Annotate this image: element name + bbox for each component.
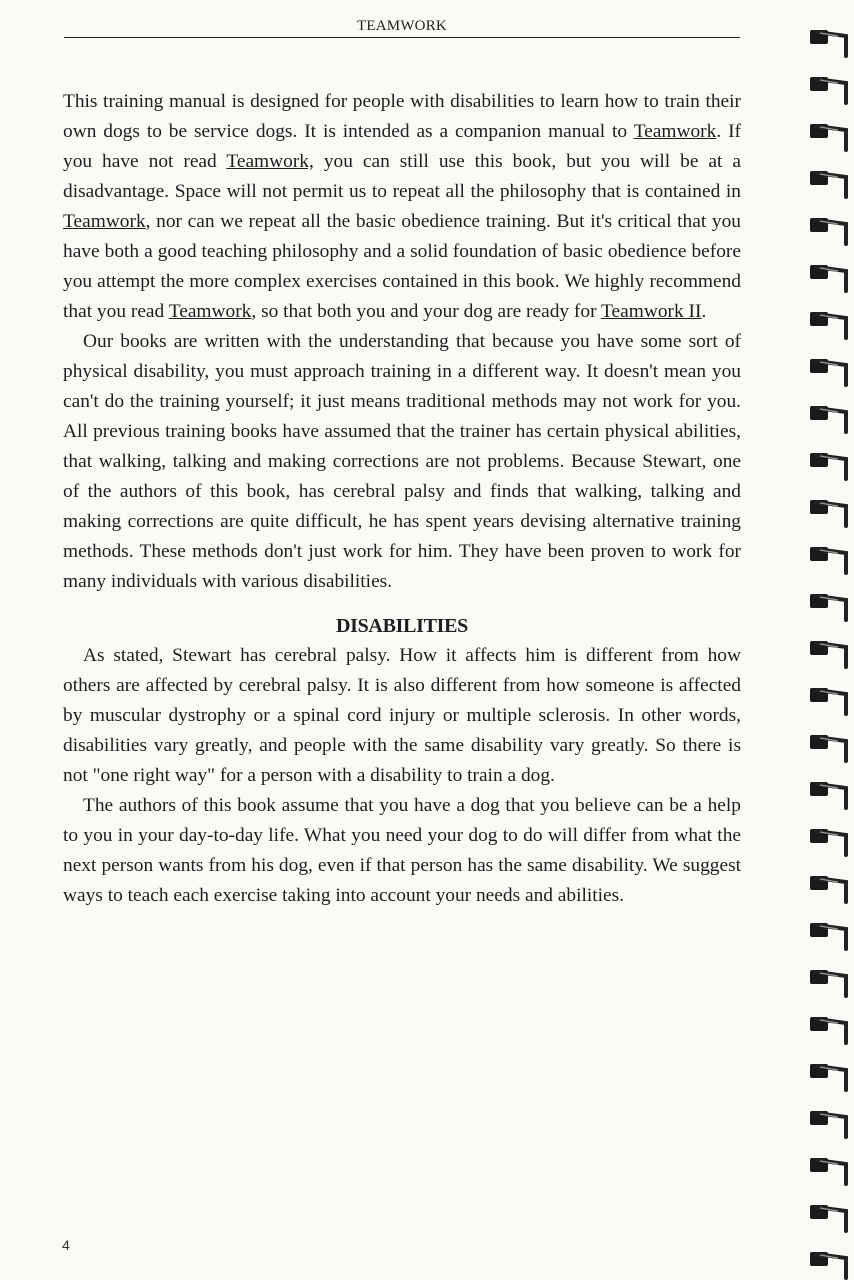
binding-coil [810,124,846,150]
binding-coil [810,735,846,761]
running-header: TEAMWORK [64,18,740,38]
binding-coil [810,500,846,526]
binding-coil [810,359,846,385]
binding-coil [810,547,846,573]
page-body [63,87,741,911]
binding-coil [810,1111,846,1137]
book-title-teamwork: Teamwork, [226,151,314,172]
paragraph-2: Our books are written with the understanding that because you have some sort of physical disability, you must approach training in a different way. It doesn't mean you can't do the training yourself; it just means traditional methods may not work for you. All previous training books have assumed that the trainer has certain physical abilities, that walking, talking and making corrections are not problems. Because Stewart, one of the authors of this book, has cerebral palsy and finds that walking, talking and making corrections are quite difficult, he has spent years devising alternative training methods. These methods don't just work for him. They have been proven to work for many individuals with various disabilities. [63,331,741,592]
binding-coil [810,1017,846,1043]
binding-coil [810,970,846,996]
section-heading: DISABILITIES [335,615,469,637]
binding-coil [810,829,846,855]
binding-coil [810,406,846,432]
page-number: 4 [62,1237,70,1253]
binding-coil [810,312,846,338]
binding-coil [810,641,846,667]
binding-coil [810,218,846,244]
binding-coil [810,1158,846,1184]
paragraph-1: This training manual is designed for people with disabilities to learn how to train their own dogs to be service dogs. It is intended as a companion manual to Teamwork. If you have not read Teamwork, you can still use this book, but you will be at a disadvantage. Space will not permit us to repeat all the philosophy that is contained in Teamwork, nor can we repeat all the basic obedience training. But it's critical that you have both a good teaching philosophy and a solid foundation of basic obedience before you attempt the more complex exercises contained in this book. We highly recommend that you read Teamwork, so that both you and your dog are ready for Teamwork II. [63,91,741,322]
book-title-teamwork-ii: Teamwork II [601,301,702,322]
book-title-teamwork: Teamwork [633,121,717,142]
binding-coil [810,594,846,620]
binding-coil [810,1205,846,1231]
binding-coil [810,30,846,56]
binding-coil [810,1252,846,1278]
binding-coil [810,876,846,902]
binding-coil [810,265,846,291]
spiral-binding [806,0,854,1280]
paragraph-4: The authors of this book assume that you have a dog that you believe can be a help to you in your day-to-day life. What you need your dog to do will differ from what the next person wants from his dog, even if that person has the same disability. We suggest ways to teach each exercise taking into account your needs and abilities. [63,795,741,906]
binding-coil [810,782,846,808]
binding-coil [810,923,846,949]
binding-coil [810,171,846,197]
book-title-teamwork: Teamwork [63,211,146,232]
book-title-teamwork: Teamwork [168,301,252,322]
binding-coil [810,453,846,479]
binding-coil [810,1064,846,1090]
paragraph-3: As stated, Stewart has cerebral palsy. How it affects him is different from how others are affected by cerebral palsy. It is also different from how someone is affected by muscular dystrophy or a spinal cord injury or multiple sclerosis. In other words, disabilities vary greatly, and people with the same disability vary greatly. So there is not "one right way" for a person with a disability to train a dog. [63,645,741,786]
binding-coil [810,688,846,714]
binding-coil [810,77,846,103]
